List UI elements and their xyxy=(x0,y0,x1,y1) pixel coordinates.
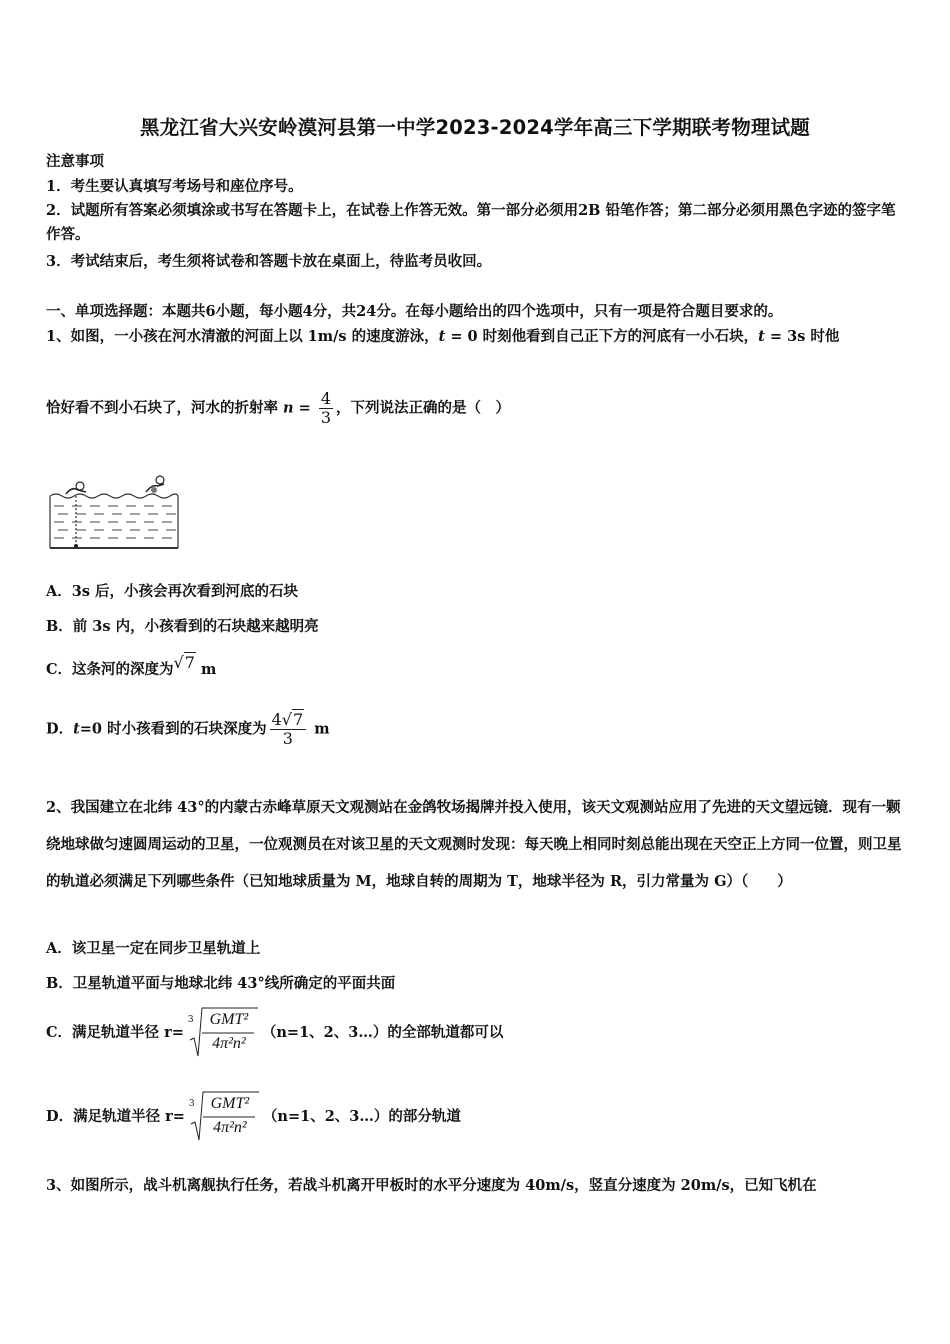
stone-icon xyxy=(74,544,78,548)
root-denominator: 4π²n² xyxy=(213,1119,247,1136)
q1-var-t: t xyxy=(758,328,765,345)
question-1-line-2 xyxy=(46,390,510,427)
cube-root-expression xyxy=(189,1090,259,1144)
river-illustration xyxy=(46,472,182,554)
q2-option-c[interactable] xyxy=(46,1006,503,1060)
section-heading: 一、单项选择题：本题共6小题，每小题4分，共24分。在每小题给出的四个选项中，只有一项是符合题目要求的。 xyxy=(46,303,783,320)
q1-option-b[interactable]: B．前 3s 内，小孩看到的石块越来越明亮 xyxy=(46,618,319,635)
option-text: =0 时小孩看到的石块深度为 xyxy=(79,720,267,738)
q1-text: = 3s 时他 xyxy=(764,328,840,345)
notice-item: 3．考试结束后，考生须将试卷和答题卡放在桌面上，待监考员收回。 xyxy=(46,253,492,270)
question-2-stem: 2、我国建立在北纬 43°的内蒙古赤峰草原天文观测站在金鸽牧场揭牌并投入使用，该天文观测站应用了先进的天文望远镜．现有一颗绕地球做匀速圆周运动的卫星，一位观测员在对该卫星的天文观测时发现：每天晚上相同时刻总能出现在天空正上方同一位置，则卫星的轨道必须满足下列哪些条件（已知地球质量为 M，地球自转的周期为 T，地球半径为 R，引力常量为 G）（ ） xyxy=(46,799,902,890)
option-text: m xyxy=(195,661,217,678)
q1-text: 1、如图，一小孩在河水清澈的河面上以 1m/s 的速度游泳， xyxy=(46,328,439,345)
q1-option-a[interactable]: A．3s 后，小孩会再次看到河底的石块 xyxy=(46,583,299,600)
q1-option-d[interactable] xyxy=(46,711,330,748)
sqrt-7: √7 xyxy=(173,653,195,672)
q1-var-n: n xyxy=(283,399,294,417)
option-text: C．这条河的深度为 xyxy=(46,661,174,678)
notice-heading: 注意事项 xyxy=(46,153,104,170)
q1-text: = 0 时刻他看到自己正下方的河底有一小石块， xyxy=(445,328,759,345)
option-text: D．满足轨道半径 r= xyxy=(46,1108,185,1125)
notice-item: 2．试题所有答案必须填涂或书写在答题卡上，在试卷上作答无效。第一部分必须用2B 铅笔作答；第二部分必须用黑色字迹的签字笔作答。 xyxy=(46,202,896,243)
cube-root-expression xyxy=(188,1006,258,1060)
question-1-line-1 xyxy=(46,327,839,347)
question-3-stem: 3、如图所示，战斗机离舰执行任务，若战斗机离开甲板时的水平分速度为 40m/s，竖直分速度为 20m/s，已知飞机在 xyxy=(46,1177,817,1194)
q1-var-t: t xyxy=(438,328,446,345)
root-index: 3 xyxy=(188,1099,195,1109)
option-text: C．满足轨道半径 r= xyxy=(46,1024,184,1041)
q2-option-a[interactable]: A．该卫星一定在同步卫星轨道上 xyxy=(46,940,261,957)
root-index: 3 xyxy=(187,1015,194,1025)
option-text: m xyxy=(309,720,330,738)
q1-text: 恰好看不到小石块了，河水的折射率 xyxy=(46,399,284,417)
depth-fraction: $\frac{4√7}{3}$ xyxy=(270,711,307,748)
sqrt-radicand: 7 xyxy=(184,653,195,672)
q2-option-d[interactable] xyxy=(46,1090,461,1144)
root-denominator: 4π²n² xyxy=(212,1035,246,1052)
root-numerator: GMT² xyxy=(209,1011,249,1028)
option-var-t: t xyxy=(73,720,80,738)
q1-option-c[interactable] xyxy=(46,653,216,680)
q1-text: = xyxy=(293,399,316,417)
option-text: （n=1、2、3…）的全部轨道都可以 xyxy=(261,1024,504,1041)
refractive-index-fraction xyxy=(319,390,333,427)
q1-text: ，下列说法正确的是（ ） xyxy=(336,399,511,417)
option-text: （n=1、2、3…）的部分轨道 xyxy=(262,1108,461,1125)
option-text: D． xyxy=(46,720,74,738)
notice-item: 1．考生要认真填写考场号和座位序号。 xyxy=(46,178,303,195)
page-title: 黑龙江省大兴安岭漠河县第一中学2023-2024学年高三下学期联考物理试题 xyxy=(139,116,811,139)
q2-option-b[interactable]: B．卫星轨道平面与地球北纬 43°线所确定的平面共面 xyxy=(46,975,396,992)
frac-numerator: 4 xyxy=(320,389,332,408)
swimmer-icon xyxy=(66,482,86,494)
frac-coef: 4 xyxy=(271,710,282,729)
frac-denominator: 3 xyxy=(270,729,307,748)
swimmer-icon xyxy=(146,476,164,493)
sqrt-radicand: 7 xyxy=(292,710,304,729)
frac-denominator: 3 xyxy=(320,408,332,427)
root-numerator: GMT² xyxy=(210,1095,250,1112)
